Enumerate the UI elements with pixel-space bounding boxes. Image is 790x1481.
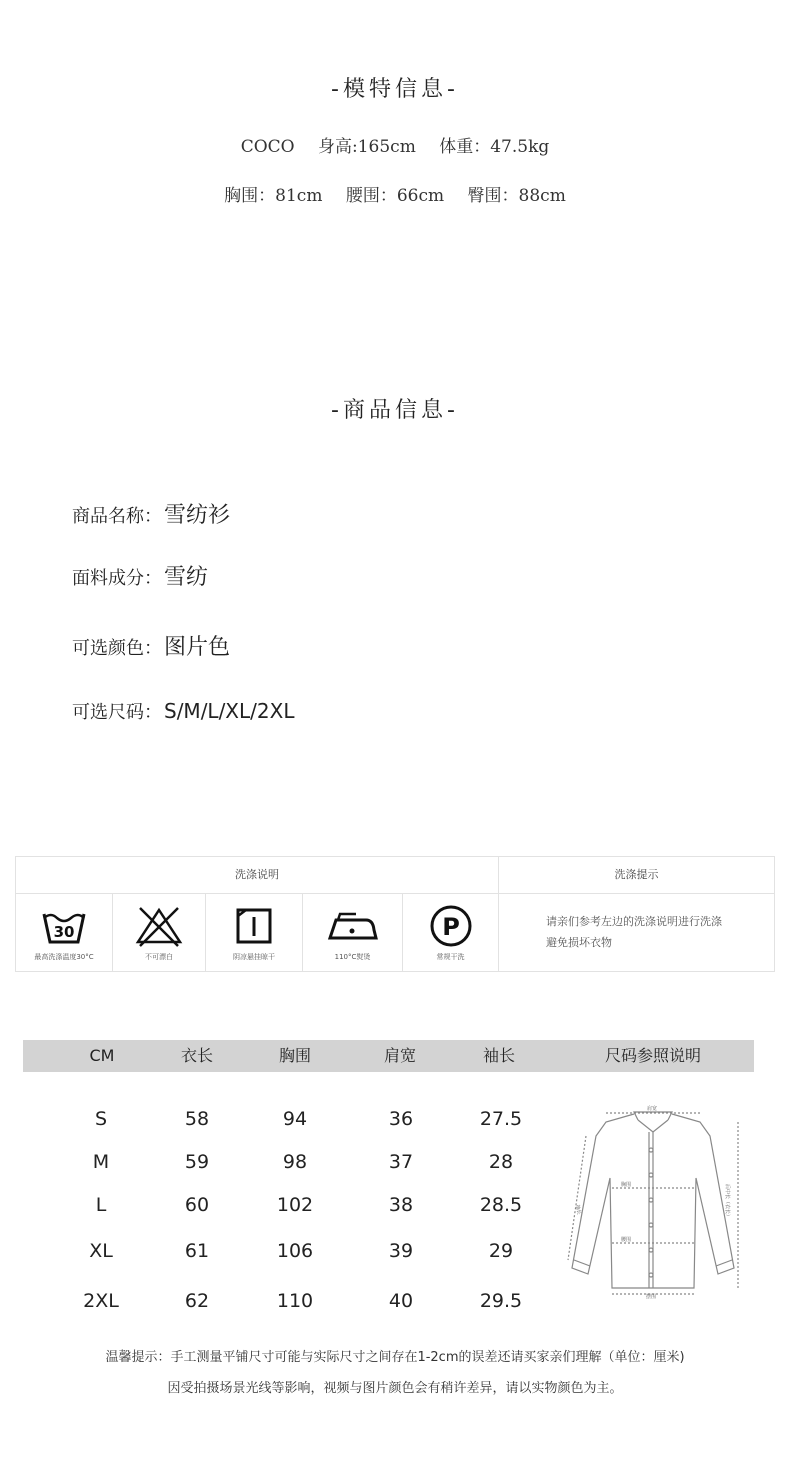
wash-tip-text [546,911,756,953]
chest-cell: 106 [276,1240,314,1262]
chest-cell: 102 [276,1194,314,1216]
diagram-label-sleeve: 袖长 [574,1204,582,1216]
dry-clean-caption: 常规干洗 [436,953,465,961]
diagram-label-shoulder: 肩宽 [647,1106,658,1112]
chest-cell: 94 [282,1108,308,1130]
size-cell: XL [89,1240,113,1262]
header-cm: CM [89,1046,115,1065]
wash-tip-line-2: 避免损坏衣物 [546,936,612,949]
wash-item-dry-clean [403,894,498,971]
shoulder-cell: 37 [388,1151,414,1173]
iron-low-icon [303,904,402,948]
dry-clean-p-icon [403,904,498,948]
wash-care-table [15,856,775,972]
model-weight: 体重：47.5kg [439,137,550,157]
line-dry-shade-icon [206,904,302,948]
model-info-title: -模特信息- [331,77,459,102]
product-name-row [72,498,230,529]
size-label: 可选尺码： [72,702,162,723]
header-chest: 胸围 [278,1046,311,1065]
shoulder-cell: 36 [388,1108,414,1130]
product-info-title: -商品信息- [331,398,459,423]
header-length: 衣长 [180,1046,213,1065]
size-cell: M [92,1151,110,1173]
header-shoulder: 肩宽 [383,1046,416,1065]
shoulder-cell: 39 [388,1240,414,1262]
wash-tip-line-1: 请亲们参考左边的洗涤说明进行洗涤 [546,915,722,928]
size-cell: S [94,1108,108,1130]
sleeve-cell: 28 [488,1151,514,1173]
sleeve-cell: 28.5 [479,1194,523,1216]
header-sleeve: 袖长 [482,1046,515,1065]
wash-item-iron [303,894,403,971]
chest-cell: 110 [276,1290,314,1312]
length-cell: 59 [184,1151,210,1173]
sleeve-cell: 27.5 [479,1108,523,1130]
size-cell: 2XL [83,1290,119,1312]
size-row [72,698,294,724]
sleeve-cell: 29.5 [479,1290,523,1312]
diagram-label-back-length: 后中长（衣长） [724,1184,730,1220]
length-cell: 61 [184,1240,210,1262]
fabric-label: 面料成分： [72,568,162,589]
diagram-label-chest: 胸围 [621,1182,632,1188]
header-size-reference: 尺码参照说明 [604,1046,701,1065]
shoulder-cell: 38 [388,1194,414,1216]
wash-temp-text: 30 [53,923,75,941]
diagram-label-hem: 摆围 [646,1294,657,1300]
no-bleach-caption: 不可漂白 [145,953,173,961]
no-bleach-icon [113,904,205,948]
model-hip: 臀围：88cm [467,186,566,206]
note-line-2: 因受拍摄场景光线等影响，视频与图片颜色会有稍许差异，请以实物颜色为主。 [167,1381,623,1396]
fabric-value: 雪纺 [164,565,209,590]
length-cell: 58 [184,1108,210,1130]
color-row [72,630,230,661]
model-bust: 胸围：81cm [224,186,323,206]
color-label: 可选颜色： [72,638,162,659]
shoulder-cell: 40 [388,1290,414,1312]
color-value: 图片色 [164,635,231,660]
chest-cell: 98 [282,1151,308,1173]
model-height: 身高:165cm [318,137,416,157]
wash-item-line-dry [206,894,303,971]
size-cell: L [95,1194,107,1216]
shirt-measurement-diagram [566,1100,744,1300]
model-line-1 [0,132,790,157]
model-waist: 腰围：66cm [345,186,445,206]
wash-divider [498,894,499,971]
wash-item-30 [16,894,113,971]
fabric-row [72,560,208,591]
length-cell: 60 [184,1194,210,1216]
wash-30-icon [16,904,112,948]
wash-instructions-header: 洗涤说明 [16,857,499,894]
length-cell: 62 [184,1290,210,1312]
sleeve-cell: 29 [488,1240,514,1262]
shirt-diagram-svg [566,1100,744,1300]
product-name-value: 雪纺衫 [164,503,231,528]
wash-caption: 最高洗涤温度30°C [34,953,94,961]
note-line-1: 温馨提示：手工测量平铺尺寸可能与实际尺寸之间存在1-2cm的误差还请买家亲们理解（单位：厘米) [105,1350,685,1365]
size-value: S/M/L/XL/2XL [164,699,295,723]
wash-item-no-bleach [113,894,206,971]
product-name-label: 商品名称： [72,506,162,527]
diagram-label-waist: 腰围 [621,1237,632,1243]
model-name: COCO [240,137,295,157]
line-dry-caption: 阴凉悬挂晾干 [233,953,275,961]
wash-tips-header: 洗涤提示 [499,857,774,894]
model-line-2 [0,181,790,206]
dry-clean-letter: P [441,913,460,941]
iron-caption: 110°C熨烫 [334,953,371,961]
